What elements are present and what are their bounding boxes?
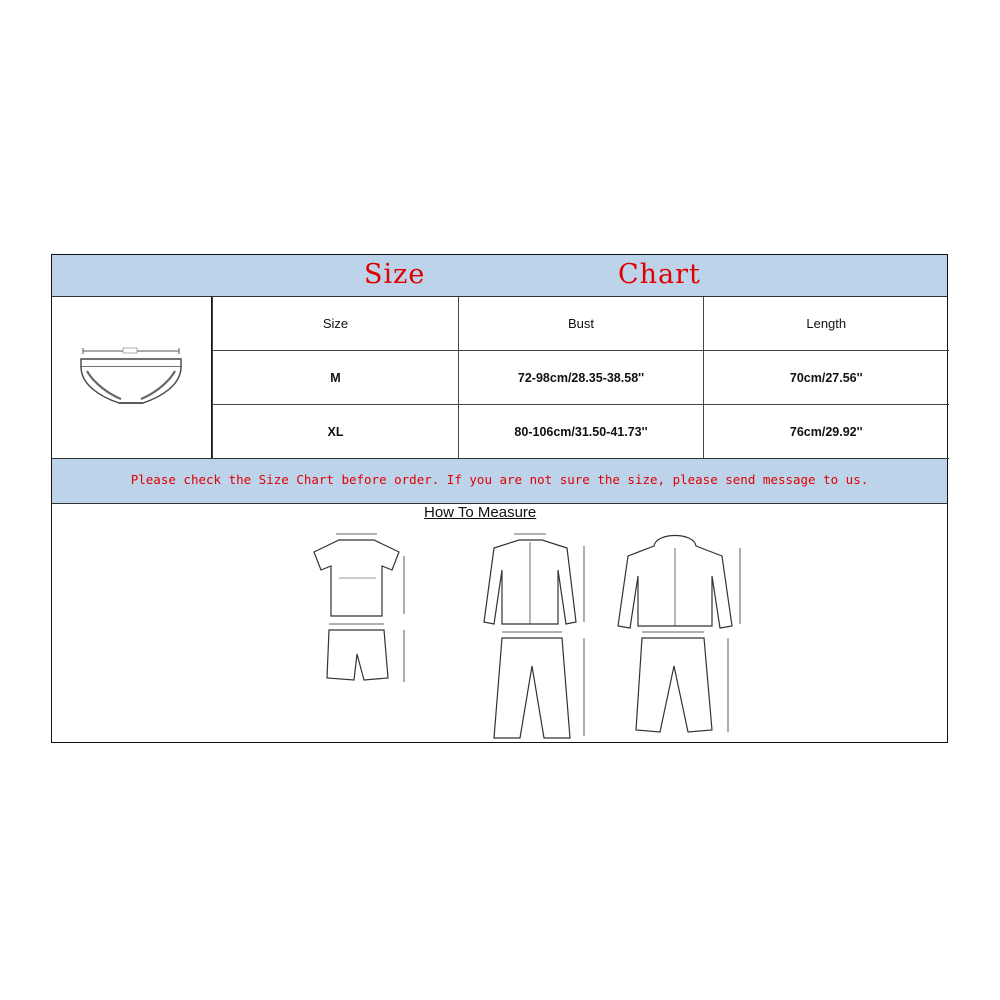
title-size: Size (364, 259, 426, 290)
cell-size: M (213, 351, 459, 405)
notice-text: Please check the Size Chart before order. If you are not sure the size, please send message to us. (130, 472, 869, 487)
table-row (213, 405, 949, 459)
cell-bust: 72-98cm/28.35-38.58'' (459, 351, 704, 405)
cell-length: 76cm/29.92'' (704, 405, 949, 459)
size-chart (51, 254, 948, 743)
column-header-length: Length (704, 297, 949, 351)
size-table (212, 297, 949, 459)
hoodie-icon (618, 536, 740, 629)
tshirt-icon (314, 534, 404, 616)
notice-bar (52, 458, 947, 504)
garment-measurement-diagram-icon (284, 526, 764, 742)
table-header-row (213, 297, 949, 351)
jogger-icon (636, 632, 728, 732)
how-to-measure-section (52, 504, 947, 742)
cell-size: XL (213, 405, 459, 459)
shirt-icon (484, 534, 584, 624)
title-bar (52, 255, 947, 297)
measure-title: How To Measure (424, 504, 537, 521)
column-header-size: Size (213, 297, 459, 351)
cell-length: 70cm/27.56'' (704, 351, 949, 405)
shorts-icon (327, 624, 404, 682)
column-header-bust: Bust (459, 297, 704, 351)
table-row (213, 351, 949, 405)
briefs-icon (71, 345, 191, 415)
pants-icon (494, 632, 584, 738)
cell-bust: 80-106cm/31.50-41.73'' (459, 405, 704, 459)
product-image (52, 297, 212, 458)
title-chart: Chart (618, 259, 701, 290)
